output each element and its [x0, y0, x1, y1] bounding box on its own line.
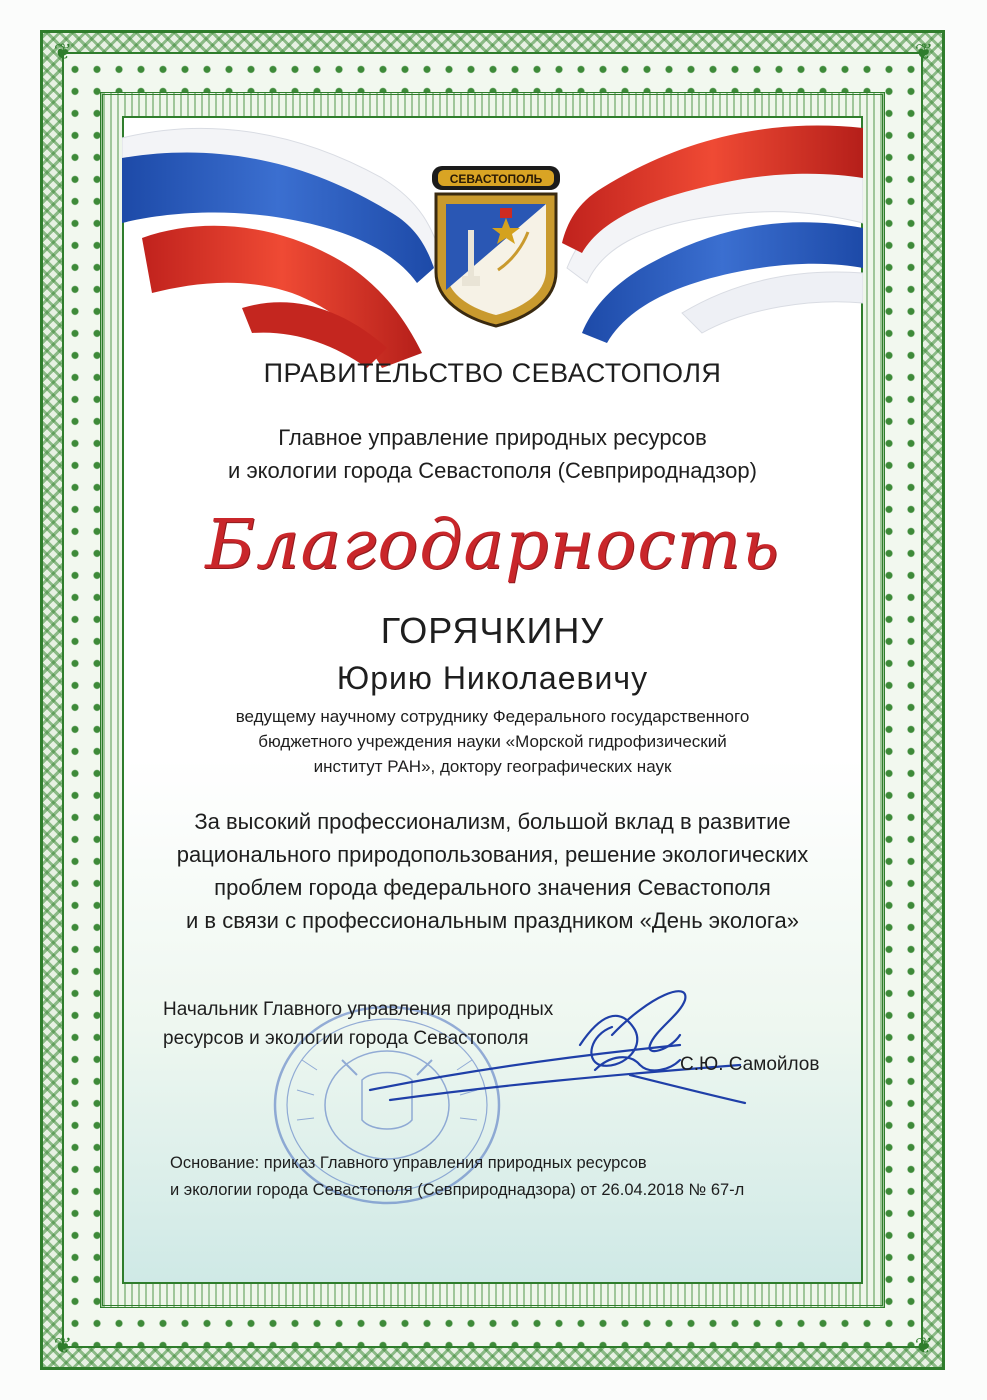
position-line: институт РАН», доктору географических наук [313, 757, 672, 776]
signatory-title-line: ресурсов и экологии города Севастополя [163, 1028, 529, 1049]
basis-line: и экологии города Севастополя (Севприроднадзора) от 26.04.2018 № 67-л [170, 1181, 745, 1199]
signatory-title-line: Начальник Главного управления природных [163, 999, 554, 1020]
department-line: Главное управление природных ресурсов [278, 425, 707, 450]
department-line: и экологии города Севастополя (Севприроднадзор) [228, 458, 757, 483]
sevastopol-coat-of-arms-icon [428, 160, 564, 330]
coat-banner-text: СЕВАСТОПОЛЬ [449, 172, 543, 186]
government-title: ПРАВИТЕЛЬСТВО СЕВАСТОПОЛЯ [263, 358, 722, 388]
reason-line: и в связи с профессиональным праздником «День эколога» [186, 908, 799, 933]
signatory-title [163, 995, 553, 1053]
corner-ornament-icon: ❦ [914, 40, 934, 65]
recipient-position [122, 704, 863, 779]
reason-line: За высокий профессионализм, большой вклад в развитие [194, 809, 791, 834]
basis-note [170, 1150, 744, 1204]
reason-line: рационального природопользования, решение экологических [176, 842, 809, 867]
certificate-title: Благодарность [205, 506, 780, 585]
basis-line: Основание: приказ Главного управления природных ресурсов [170, 1154, 647, 1172]
reason-line: проблем города федерального значения Севастополя [214, 875, 771, 900]
recipient-surname: ГОРЯЧКИНУ [380, 610, 605, 651]
position-line: ведущему научному сотруднику Федерального государственного [235, 707, 750, 726]
department-name [122, 421, 863, 487]
signatory-name: С.Ю. Самойлов [680, 1054, 820, 1075]
recipient-given-names: Юрию Николаевичу [336, 660, 649, 696]
award-reason [122, 805, 863, 937]
corner-ornament-icon: ❦ [914, 1334, 934, 1359]
corner-ornament-icon: ❦ [53, 40, 73, 65]
corner-ornament-icon: ❦ [53, 1334, 73, 1359]
position-line: бюджетного учреждения науки «Морской гидрофизический [258, 732, 727, 751]
